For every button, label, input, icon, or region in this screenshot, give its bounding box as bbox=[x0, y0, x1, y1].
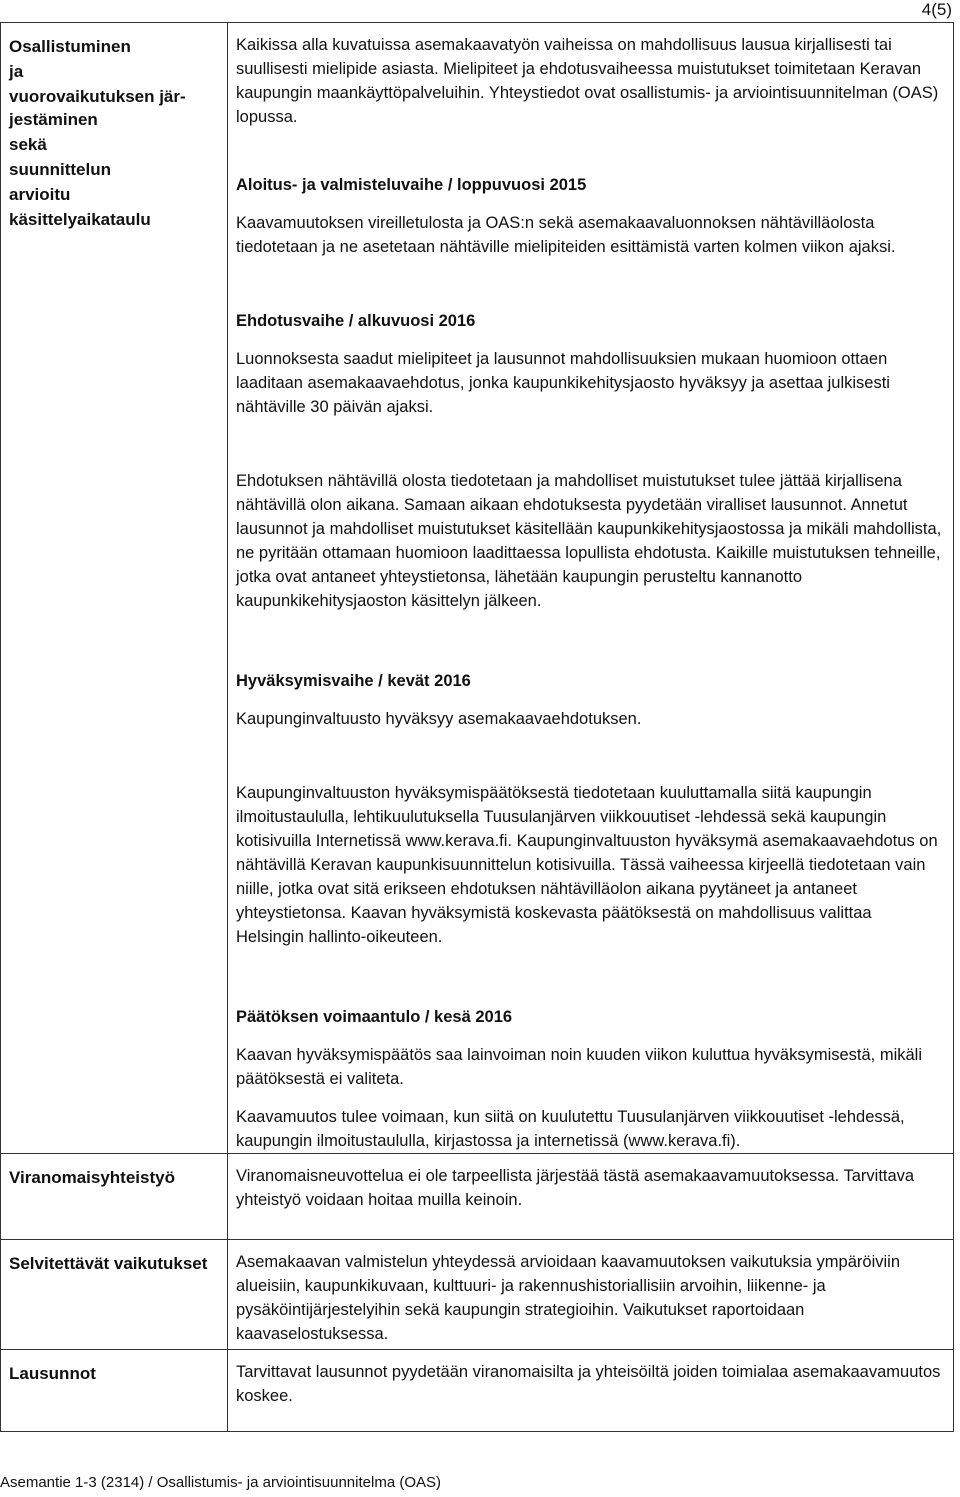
phase-heading: Ehdotusvaihe / alkuvuosi 2016 bbox=[236, 312, 476, 330]
phase-heading: Päätöksen voimaantulo / kesä 2016 bbox=[236, 1008, 513, 1026]
row-paragraph: Asemakaavan valmistelun yhteydessä arvioidaan kaavamuutoksen vaikutuksia ympäröiviin alueisiin, kaupunkikuvaan, kulttuuri- ja rakennushistoriallisiin arvoihin, liikenne- ja pysäköintijärjestelyihin sekä kaupungin strategioihin. Vaikutukset raportoidaan kaavaselostuksessa. bbox=[236, 1253, 901, 1343]
phase-heading: Aloitus- ja valmisteluvaihe / loppuvuosi 2015 bbox=[236, 176, 587, 194]
row-label-text: Viranomaisyhteistyö bbox=[9, 1168, 175, 1187]
label-line: vuorovaikutuksen jär-jestäminen bbox=[9, 86, 186, 130]
row-paragraph: Viranomaisneuvottelua ei ole tarpeellista järjestää tästä asemakaavamuutoksessa. Tarvittava yhteistyö voidaan hoitaa muilla keinoin. bbox=[236, 1167, 915, 1209]
phase-paragraph: Kaavamuutoksen vireilletulosta ja OAS:n sekä asemakaavaluonnoksen nähtävilläolosta tiedotetaan ja ne asetetaan nähtäville mielipiteiden esittämistä varten kolmen viikon ajaksi. bbox=[236, 214, 896, 256]
row-authority-cooperation bbox=[1, 1154, 954, 1240]
label-line: ja bbox=[9, 61, 24, 81]
phase-paragraph: Ehdotuksen nähtävillä olosta tiedotetaan ja mahdolliset muistutukset tulee jättää kirjallisena nähtävillä olon aikana. Samaan aikaan ehdotuksesta pyydetään viralliset lausunnot. Annetut lausunnot ja mahdolliset muistutukset käsitellään kaupunkikehitysjaostossa ja mikäli mahdollista, ne pyritään ottamaan huomioon laadittaessa lopullista ehdotusta. Kaikille muistutuksen tehneille, jotka ovat antaneet yhteystietonsa, lähetään kaupungin perusteltu kannanotto kaupunkikehitysjaoston käsittelyn jälkeen. bbox=[236, 472, 942, 610]
row-label bbox=[1, 1240, 228, 1350]
label-line: Osallistuminen bbox=[9, 37, 131, 56]
phase-paragraph: Kaupunginvaltuuston hyväksymispäätöksestä tiedotetaan kuuluttamalla siitä kaupungin ilmoitustaululla, lehtikuulutuksella Tuusulanjärven viikkouutiset -lehdessä sekä kaupungin kotisivuilla Internetissä www.kerava.fi. Kaupunginvaltuuston hyväksymä asemakaavaehdotus on nähtävillä Keravan kaupunkisuunnittelun kotisivuilla. Tässä vaiheessa kirjeellä tiedotetaan vain niille, jotka ovat sitä erikseen ehdotuksen nähtävilläolon aikana pyytäneet ja antaneet yhteystietonsa. Kaavan hyväksymistä koskevasta päätöksestä on mahdollisuus valittaa Helsingin hallinto-oikeuteen. bbox=[236, 784, 938, 946]
label-line: sekä bbox=[9, 135, 47, 155]
phase-paragraph: Kaavan hyväksymispäätös saa lainvoiman noin kuuden viikon kuluttua hyväksymisestä, mikäli päätöksestä ei valiteta. bbox=[236, 1046, 923, 1088]
row-label bbox=[1, 1154, 228, 1240]
row-label-text: Lausunnot bbox=[9, 1364, 96, 1383]
label-line: käsittelyaikataulu bbox=[9, 209, 151, 229]
row-content bbox=[228, 1350, 954, 1432]
phase-paragraph: Kaupunginvaltuusto hyväksyy asemakaavaehdotuksen. bbox=[236, 710, 642, 728]
row-content bbox=[228, 23, 954, 1154]
label-line: arvioitu bbox=[9, 184, 71, 204]
page-number: 4(5) bbox=[921, 0, 952, 19]
intro-paragraph: Kaikissa alla kuvatuissa asemakaavatyön vaiheissa on mahdollisuus lausua kirjallisesti tai suullisesti mielipide asiasta. Mielipiteet ja ehdotusvaiheessa muistutukset toimitetaan Keravan kaupungin maankäyttöpalveluihin. Yhteystiedot ovat osallistumis- ja arviointisuunnitelman (OAS) lopussa. bbox=[236, 36, 939, 126]
oas-table bbox=[0, 22, 954, 1432]
phase-paragraph: Luonnoksesta saadut mielipiteet ja lausunnot mahdollisuuksien mukaan huomioon ottaen laaditaan asemakaavaehdotus, jonka kaupunkikehitysjaosto hyväksyy ja asettaa julkisesti nähtäville 30 päivän ajaksi. bbox=[236, 350, 890, 416]
label-line: suunnittelun bbox=[9, 159, 111, 179]
row-label bbox=[1, 23, 228, 1154]
phase-heading: Hyväksymisvaihe / kevät 2016 bbox=[236, 672, 471, 690]
row-label-text: Selvitettävät vaikutukset bbox=[9, 1254, 208, 1273]
phase-paragraph: Kaavamuutos tulee voimaan, kun siitä on kuulutettu Tuusulanjärven viikkouutiset -lehdessä, kaupungin ilmoitustaululla, kirjastossa ja internetissä (www.kerava.fi). bbox=[236, 1108, 905, 1150]
row-label bbox=[1, 1350, 228, 1432]
row-content bbox=[228, 1240, 954, 1350]
row-statements bbox=[1, 1350, 954, 1432]
row-participation bbox=[1, 23, 954, 1154]
document-footer: Asemantie 1-3 (2314) / Osallistumis- ja arviointisuunnitelma (OAS) bbox=[0, 1474, 441, 1491]
row-content bbox=[228, 1154, 954, 1240]
row-paragraph: Tarvittavat lausunnot pyydetään viranomaisilta ja yhteisöiltä joiden toimialaa asemakaavamuutos koskee. bbox=[236, 1363, 941, 1405]
row-impacts bbox=[1, 1240, 954, 1350]
